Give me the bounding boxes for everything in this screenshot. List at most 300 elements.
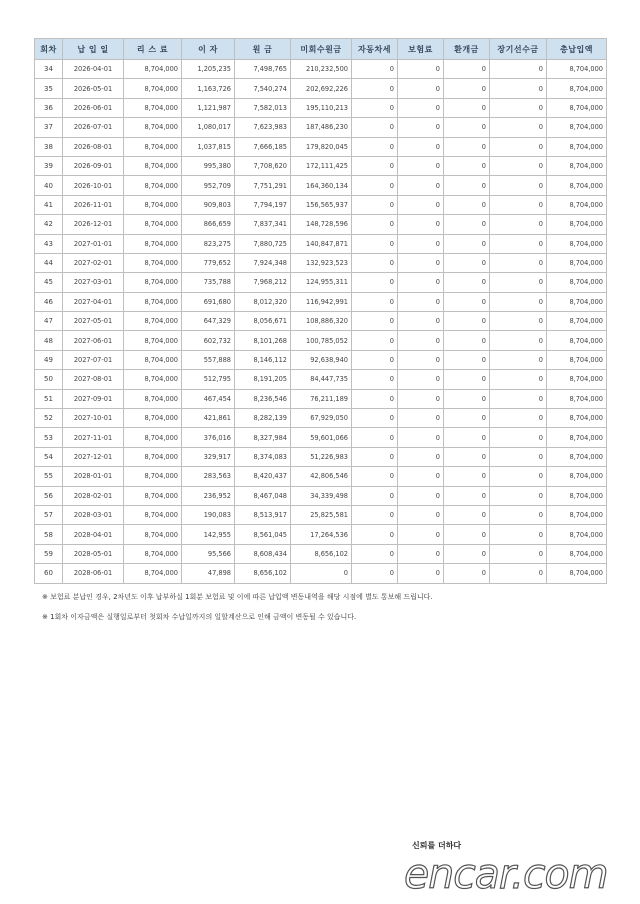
table-cell: 0 <box>352 312 398 331</box>
table-cell: 7,540,274 <box>235 79 291 98</box>
table-cell: 8,704,000 <box>547 350 607 369</box>
table-cell: 8,191,205 <box>235 370 291 389</box>
table-cell: 8,704,000 <box>124 525 182 544</box>
table-cell: 2026-12-01 <box>63 215 124 234</box>
table-cell: 2028-04-01 <box>63 525 124 544</box>
table-cell: 7,837,341 <box>235 215 291 234</box>
table-cell: 0 <box>352 467 398 486</box>
table-cell: 8,608,434 <box>235 544 291 563</box>
table-cell: 512,795 <box>182 370 235 389</box>
table-cell: 2027-10-01 <box>63 409 124 428</box>
table-cell: 36 <box>35 98 63 117</box>
table-cell: 0 <box>352 409 398 428</box>
table-cell: 0 <box>490 176 547 195</box>
table-cell: 8,704,000 <box>124 505 182 524</box>
table-cell: 0 <box>490 79 547 98</box>
table-cell: 8,704,000 <box>124 60 182 79</box>
table-cell: 1,163,726 <box>182 79 235 98</box>
table-cell: 8,704,000 <box>124 370 182 389</box>
table-cell: 7,582,013 <box>235 98 291 117</box>
table-cell: 0 <box>398 60 444 79</box>
table-cell: 8,704,000 <box>547 98 607 117</box>
table-cell: 48 <box>35 331 63 350</box>
table-cell: 58 <box>35 525 63 544</box>
table-cell: 140,847,871 <box>291 234 352 253</box>
table-cell: 8,704,000 <box>124 467 182 486</box>
table-cell: 0 <box>398 273 444 292</box>
table-row <box>35 409 607 428</box>
table-cell: 0 <box>490 505 547 524</box>
table-cell: 0 <box>490 486 547 505</box>
column-header: 납 입 일 <box>63 39 124 60</box>
interest-note: ※ 1회차 이자금액은 실행일로부터 첫회차 수납일까지의 일할계산으로 인해 금액이 변동될 수 있습니다. <box>42 613 357 621</box>
table-cell: 8,704,000 <box>124 98 182 117</box>
table-row <box>35 156 607 175</box>
table-row <box>35 195 607 214</box>
table-cell: 0 <box>398 447 444 466</box>
table-cell: 909,803 <box>182 195 235 214</box>
table-cell: 2026-08-01 <box>63 137 124 156</box>
table-cell: 41 <box>35 195 63 214</box>
table-cell: 0 <box>398 215 444 234</box>
table-cell: 0 <box>444 137 490 156</box>
table-cell: 421,861 <box>182 409 235 428</box>
table-cell: 8,704,000 <box>547 292 607 311</box>
table-row <box>35 60 607 79</box>
table-cell: 8,704,000 <box>124 234 182 253</box>
table-cell: 8,704,000 <box>124 176 182 195</box>
table-cell: 0 <box>444 118 490 137</box>
table-cell: 8,704,000 <box>124 253 182 272</box>
table-cell: 2026-05-01 <box>63 79 124 98</box>
table-cell: 0 <box>444 505 490 524</box>
table-cell: 8,704,000 <box>547 195 607 214</box>
table-cell: 602,732 <box>182 331 235 350</box>
table-cell: 8,704,000 <box>547 428 607 447</box>
table-cell: 148,728,596 <box>291 215 352 234</box>
table-cell: 8,704,000 <box>547 544 607 563</box>
table-cell: 0 <box>398 389 444 408</box>
table-cell: 8,704,000 <box>124 273 182 292</box>
table-cell: 0 <box>352 447 398 466</box>
table-cell: 647,329 <box>182 312 235 331</box>
table-cell: 467,454 <box>182 389 235 408</box>
table-cell: 0 <box>444 428 490 447</box>
table-cell: 8,056,671 <box>235 312 291 331</box>
table-cell: 8,704,000 <box>547 234 607 253</box>
table-cell: 2026-10-01 <box>63 176 124 195</box>
table-cell: 0 <box>398 505 444 524</box>
table-cell: 0 <box>398 428 444 447</box>
table-cell: 0 <box>398 98 444 117</box>
column-header: 이 자 <box>182 39 235 60</box>
table-cell: 0 <box>444 409 490 428</box>
table-cell: 0 <box>490 447 547 466</box>
table-cell: 37 <box>35 118 63 137</box>
column-header: 장기선수금 <box>490 39 547 60</box>
table-cell: 8,656,102 <box>235 564 291 583</box>
table-cell: 779,652 <box>182 253 235 272</box>
table-cell: 172,111,425 <box>291 156 352 175</box>
table-cell: 0 <box>352 195 398 214</box>
column-header: 미회수원금 <box>291 39 352 60</box>
table-row <box>35 118 607 137</box>
table-cell: 0 <box>490 370 547 389</box>
brand-tagline: 신뢰를 더하다 <box>412 841 462 850</box>
table-cell: 8,704,000 <box>124 79 182 98</box>
table-cell: 8,101,268 <box>235 331 291 350</box>
table-cell: 0 <box>398 467 444 486</box>
table-cell: 92,638,940 <box>291 350 352 369</box>
table-cell: 952,709 <box>182 176 235 195</box>
table-cell: 8,704,000 <box>547 156 607 175</box>
table-cell: 0 <box>444 79 490 98</box>
table-cell: 2027-05-01 <box>63 312 124 331</box>
table-cell: 42,806,546 <box>291 467 352 486</box>
table-cell: 8,704,000 <box>547 389 607 408</box>
column-header: 환개금 <box>444 39 490 60</box>
table-cell: 39 <box>35 156 63 175</box>
table-cell: 283,563 <box>182 467 235 486</box>
table-cell: 0 <box>398 118 444 137</box>
table-cell: 0 <box>444 292 490 311</box>
table-cell: 124,955,311 <box>291 273 352 292</box>
table-cell: 1,205,235 <box>182 60 235 79</box>
table-cell: 190,083 <box>182 505 235 524</box>
table-cell: 0 <box>352 350 398 369</box>
table-cell: 7,666,185 <box>235 137 291 156</box>
table-cell: 7,880,725 <box>235 234 291 253</box>
table-cell: 17,264,536 <box>291 525 352 544</box>
column-header: 리 스 료 <box>124 39 182 60</box>
table-cell: 0 <box>490 525 547 544</box>
table-cell: 142,955 <box>182 525 235 544</box>
table-cell: 557,888 <box>182 350 235 369</box>
table-cell: 38 <box>35 137 63 156</box>
table-cell: 0 <box>490 215 547 234</box>
table-cell: 8,656,102 <box>291 544 352 563</box>
table-cell: 0 <box>352 98 398 117</box>
table-row <box>35 253 607 272</box>
insurance-note: ※ 보험료 분납인 경우, 2차년도 이후 납부하실 1회분 보험료 및 이에 따른 납입액 변동내역을 해당 시점에 별도 통보해 드립니다. <box>42 593 433 601</box>
table-cell: 0 <box>444 273 490 292</box>
table-cell: 0 <box>352 60 398 79</box>
table-cell: 0 <box>398 331 444 350</box>
table-cell: 0 <box>490 60 547 79</box>
table-cell: 0 <box>490 292 547 311</box>
table-cell: 0 <box>444 350 490 369</box>
table-cell: 8,704,000 <box>547 118 607 137</box>
table-cell: 40 <box>35 176 63 195</box>
table-cell: 2026-07-01 <box>63 118 124 137</box>
table-cell: 8,704,000 <box>547 137 607 156</box>
table-cell: 0 <box>352 564 398 583</box>
table-cell: 8,374,083 <box>235 447 291 466</box>
table-cell: 2026-06-01 <box>63 98 124 117</box>
table-cell: 8,704,000 <box>124 389 182 408</box>
table-row <box>35 389 607 408</box>
table-cell: 0 <box>444 176 490 195</box>
table-cell: 164,360,134 <box>291 176 352 195</box>
table-cell: 7,751,291 <box>235 176 291 195</box>
table-cell: 44 <box>35 253 63 272</box>
table-cell: 7,924,348 <box>235 253 291 272</box>
table-cell: 0 <box>352 156 398 175</box>
table-cell: 0 <box>352 253 398 272</box>
table-cell: 2028-06-01 <box>63 564 124 583</box>
table-row <box>35 350 607 369</box>
table-cell: 8,467,048 <box>235 486 291 505</box>
table-cell: 2028-02-01 <box>63 486 124 505</box>
table-cell: 7,794,197 <box>235 195 291 214</box>
table-cell: 8,704,000 <box>547 273 607 292</box>
table-row <box>35 370 607 389</box>
table-cell: 1,080,017 <box>182 118 235 137</box>
table-cell: 2027-08-01 <box>63 370 124 389</box>
table-cell: 0 <box>352 137 398 156</box>
table-cell: 54 <box>35 447 63 466</box>
table-cell: 0 <box>398 409 444 428</box>
table-cell: 8,513,917 <box>235 505 291 524</box>
table-cell: 34 <box>35 60 63 79</box>
table-cell: 8,236,546 <box>235 389 291 408</box>
column-header: 총납입액 <box>547 39 607 60</box>
table-row <box>35 292 607 311</box>
table-cell: 0 <box>490 467 547 486</box>
table-cell: 0 <box>352 428 398 447</box>
table-cell: 8,704,000 <box>124 486 182 505</box>
table-row <box>35 564 607 583</box>
table-cell: 0 <box>444 156 490 175</box>
table-cell: 0 <box>444 467 490 486</box>
table-cell: 8,704,000 <box>547 564 607 583</box>
table-cell: 195,110,213 <box>291 98 352 117</box>
table-cell: 8,420,437 <box>235 467 291 486</box>
table-cell: 0 <box>352 486 398 505</box>
table-cell: 187,486,230 <box>291 118 352 137</box>
table-cell: 0 <box>444 525 490 544</box>
table-cell: 2027-12-01 <box>63 447 124 466</box>
table-cell: 25,825,581 <box>291 505 352 524</box>
table-cell: 0 <box>490 253 547 272</box>
table-cell: 0 <box>444 195 490 214</box>
table-cell: 43 <box>35 234 63 253</box>
table-cell: 51 <box>35 389 63 408</box>
table-cell: 0 <box>352 370 398 389</box>
table-cell: 8,704,000 <box>124 215 182 234</box>
column-header: 보험료 <box>398 39 444 60</box>
table-cell: 0 <box>490 156 547 175</box>
table-cell: 0 <box>444 389 490 408</box>
table-cell: 8,704,000 <box>124 409 182 428</box>
table-row <box>35 215 607 234</box>
table-cell: 1,121,987 <box>182 98 235 117</box>
table-cell: 8,282,139 <box>235 409 291 428</box>
table-cell: 0 <box>352 79 398 98</box>
table-cell: 0 <box>398 292 444 311</box>
table-cell: 210,232,500 <box>291 60 352 79</box>
table-cell: 0 <box>490 389 547 408</box>
table-cell: 59,601,066 <box>291 428 352 447</box>
table-cell: 0 <box>398 544 444 563</box>
table-cell: 0 <box>352 118 398 137</box>
table-cell: 42 <box>35 215 63 234</box>
table-cell: 0 <box>291 564 352 583</box>
table-cell: 0 <box>398 525 444 544</box>
table-cell: 0 <box>444 253 490 272</box>
table-cell: 8,704,000 <box>547 331 607 350</box>
table-cell: 0 <box>398 312 444 331</box>
table-cell: 47,898 <box>182 564 235 583</box>
table-cell: 8,704,000 <box>547 525 607 544</box>
table-cell: 2027-02-01 <box>63 253 124 272</box>
table-row <box>35 428 607 447</box>
table-row <box>35 273 607 292</box>
table-cell: 8,704,000 <box>124 312 182 331</box>
table-cell: 2027-01-01 <box>63 234 124 253</box>
table-cell: 8,704,000 <box>124 292 182 311</box>
table-row <box>35 331 607 350</box>
table-cell: 0 <box>490 544 547 563</box>
table-cell: 47 <box>35 312 63 331</box>
table-cell: 0 <box>490 428 547 447</box>
table-row <box>35 137 607 156</box>
table-row <box>35 505 607 524</box>
table-cell: 51,226,983 <box>291 447 352 466</box>
table-cell: 8,704,000 <box>124 331 182 350</box>
table-cell: 691,680 <box>182 292 235 311</box>
table-cell: 0 <box>490 409 547 428</box>
table-row <box>35 467 607 486</box>
table-cell: 8,704,000 <box>547 176 607 195</box>
table-cell: 156,565,937 <box>291 195 352 214</box>
table-cell: 7,498,765 <box>235 60 291 79</box>
table-cell: 0 <box>444 486 490 505</box>
table-cell: 84,447,735 <box>291 370 352 389</box>
table-cell: 0 <box>444 447 490 466</box>
table-cell: 0 <box>490 350 547 369</box>
table-cell: 0 <box>398 370 444 389</box>
table-cell: 0 <box>490 137 547 156</box>
table-cell: 0 <box>352 544 398 563</box>
table-cell: 2027-04-01 <box>63 292 124 311</box>
column-header: 회차 <box>35 39 63 60</box>
table-cell: 0 <box>398 195 444 214</box>
table-cell: 2028-05-01 <box>63 544 124 563</box>
table-cell: 8,704,000 <box>124 156 182 175</box>
table-cell: 2026-04-01 <box>63 60 124 79</box>
column-header: 자동차세 <box>352 39 398 60</box>
table-cell: 76,211,189 <box>291 389 352 408</box>
table-cell: 55 <box>35 467 63 486</box>
table-cell: 8,146,112 <box>235 350 291 369</box>
table-cell: 8,704,000 <box>547 215 607 234</box>
table-cell: 236,952 <box>182 486 235 505</box>
table-cell: 8,561,045 <box>235 525 291 544</box>
table-cell: 59 <box>35 544 63 563</box>
table-cell: 0 <box>490 564 547 583</box>
table-cell: 0 <box>490 273 547 292</box>
table-cell: 8,704,000 <box>124 564 182 583</box>
table-cell: 2027-06-01 <box>63 331 124 350</box>
table-row <box>35 234 607 253</box>
table-cell: 8,704,000 <box>124 350 182 369</box>
table-cell: 8,704,000 <box>124 544 182 563</box>
table-cell: 8,704,000 <box>547 409 607 428</box>
table-cell: 8,704,000 <box>124 137 182 156</box>
table-cell: 57 <box>35 505 63 524</box>
table-cell: 0 <box>490 195 547 214</box>
table-cell: 0 <box>444 312 490 331</box>
table-row <box>35 98 607 117</box>
table-cell: 8,704,000 <box>124 195 182 214</box>
table-cell: 45 <box>35 273 63 292</box>
table-cell: 8,012,320 <box>235 292 291 311</box>
table-cell: 0 <box>444 544 490 563</box>
table-cell: 0 <box>398 176 444 195</box>
table-cell: 2028-03-01 <box>63 505 124 524</box>
table-cell: 0 <box>490 312 547 331</box>
table-row <box>35 79 607 98</box>
table-cell: 0 <box>398 137 444 156</box>
table-cell: 8,704,000 <box>124 447 182 466</box>
table-cell: 2027-09-01 <box>63 389 124 408</box>
table-cell: 52 <box>35 409 63 428</box>
table-cell: 8,704,000 <box>547 79 607 98</box>
table-cell: 0 <box>444 215 490 234</box>
table-cell: 67,929,050 <box>291 409 352 428</box>
table-cell: 202,692,226 <box>291 79 352 98</box>
table-cell: 0 <box>444 564 490 583</box>
table-cell: 0 <box>444 234 490 253</box>
table-cell: 0 <box>352 389 398 408</box>
table-cell: 7,968,212 <box>235 273 291 292</box>
table-cell: 132,923,523 <box>291 253 352 272</box>
table-cell: 0 <box>490 331 547 350</box>
table-cell: 2026-11-01 <box>63 195 124 214</box>
table-cell: 56 <box>35 486 63 505</box>
table-cell: 2027-11-01 <box>63 428 124 447</box>
table-cell: 8,704,000 <box>547 253 607 272</box>
table-cell: 8,704,000 <box>547 60 607 79</box>
table-row <box>35 486 607 505</box>
table-cell: 8,704,000 <box>547 486 607 505</box>
table-cell: 34,339,498 <box>291 486 352 505</box>
table-cell: 0 <box>352 331 398 350</box>
table-cell: 116,942,991 <box>291 292 352 311</box>
table-cell: 0 <box>352 525 398 544</box>
table-cell: 8,704,000 <box>547 370 607 389</box>
table-row <box>35 447 607 466</box>
column-header: 원 금 <box>235 39 291 60</box>
table-cell: 7,708,620 <box>235 156 291 175</box>
table-cell: 0 <box>490 118 547 137</box>
table-cell: 0 <box>444 370 490 389</box>
table-cell: 0 <box>398 234 444 253</box>
table-row <box>35 312 607 331</box>
table-row <box>35 525 607 544</box>
table-row <box>35 544 607 563</box>
table-cell: 8,704,000 <box>124 428 182 447</box>
table-cell: 8,704,000 <box>547 447 607 466</box>
table-cell: 95,566 <box>182 544 235 563</box>
table-cell: 0 <box>398 564 444 583</box>
table-cell: 50 <box>35 370 63 389</box>
table-cell: 735,788 <box>182 273 235 292</box>
table-cell: 60 <box>35 564 63 583</box>
table-cell: 100,785,052 <box>291 331 352 350</box>
table-cell: 8,704,000 <box>547 312 607 331</box>
